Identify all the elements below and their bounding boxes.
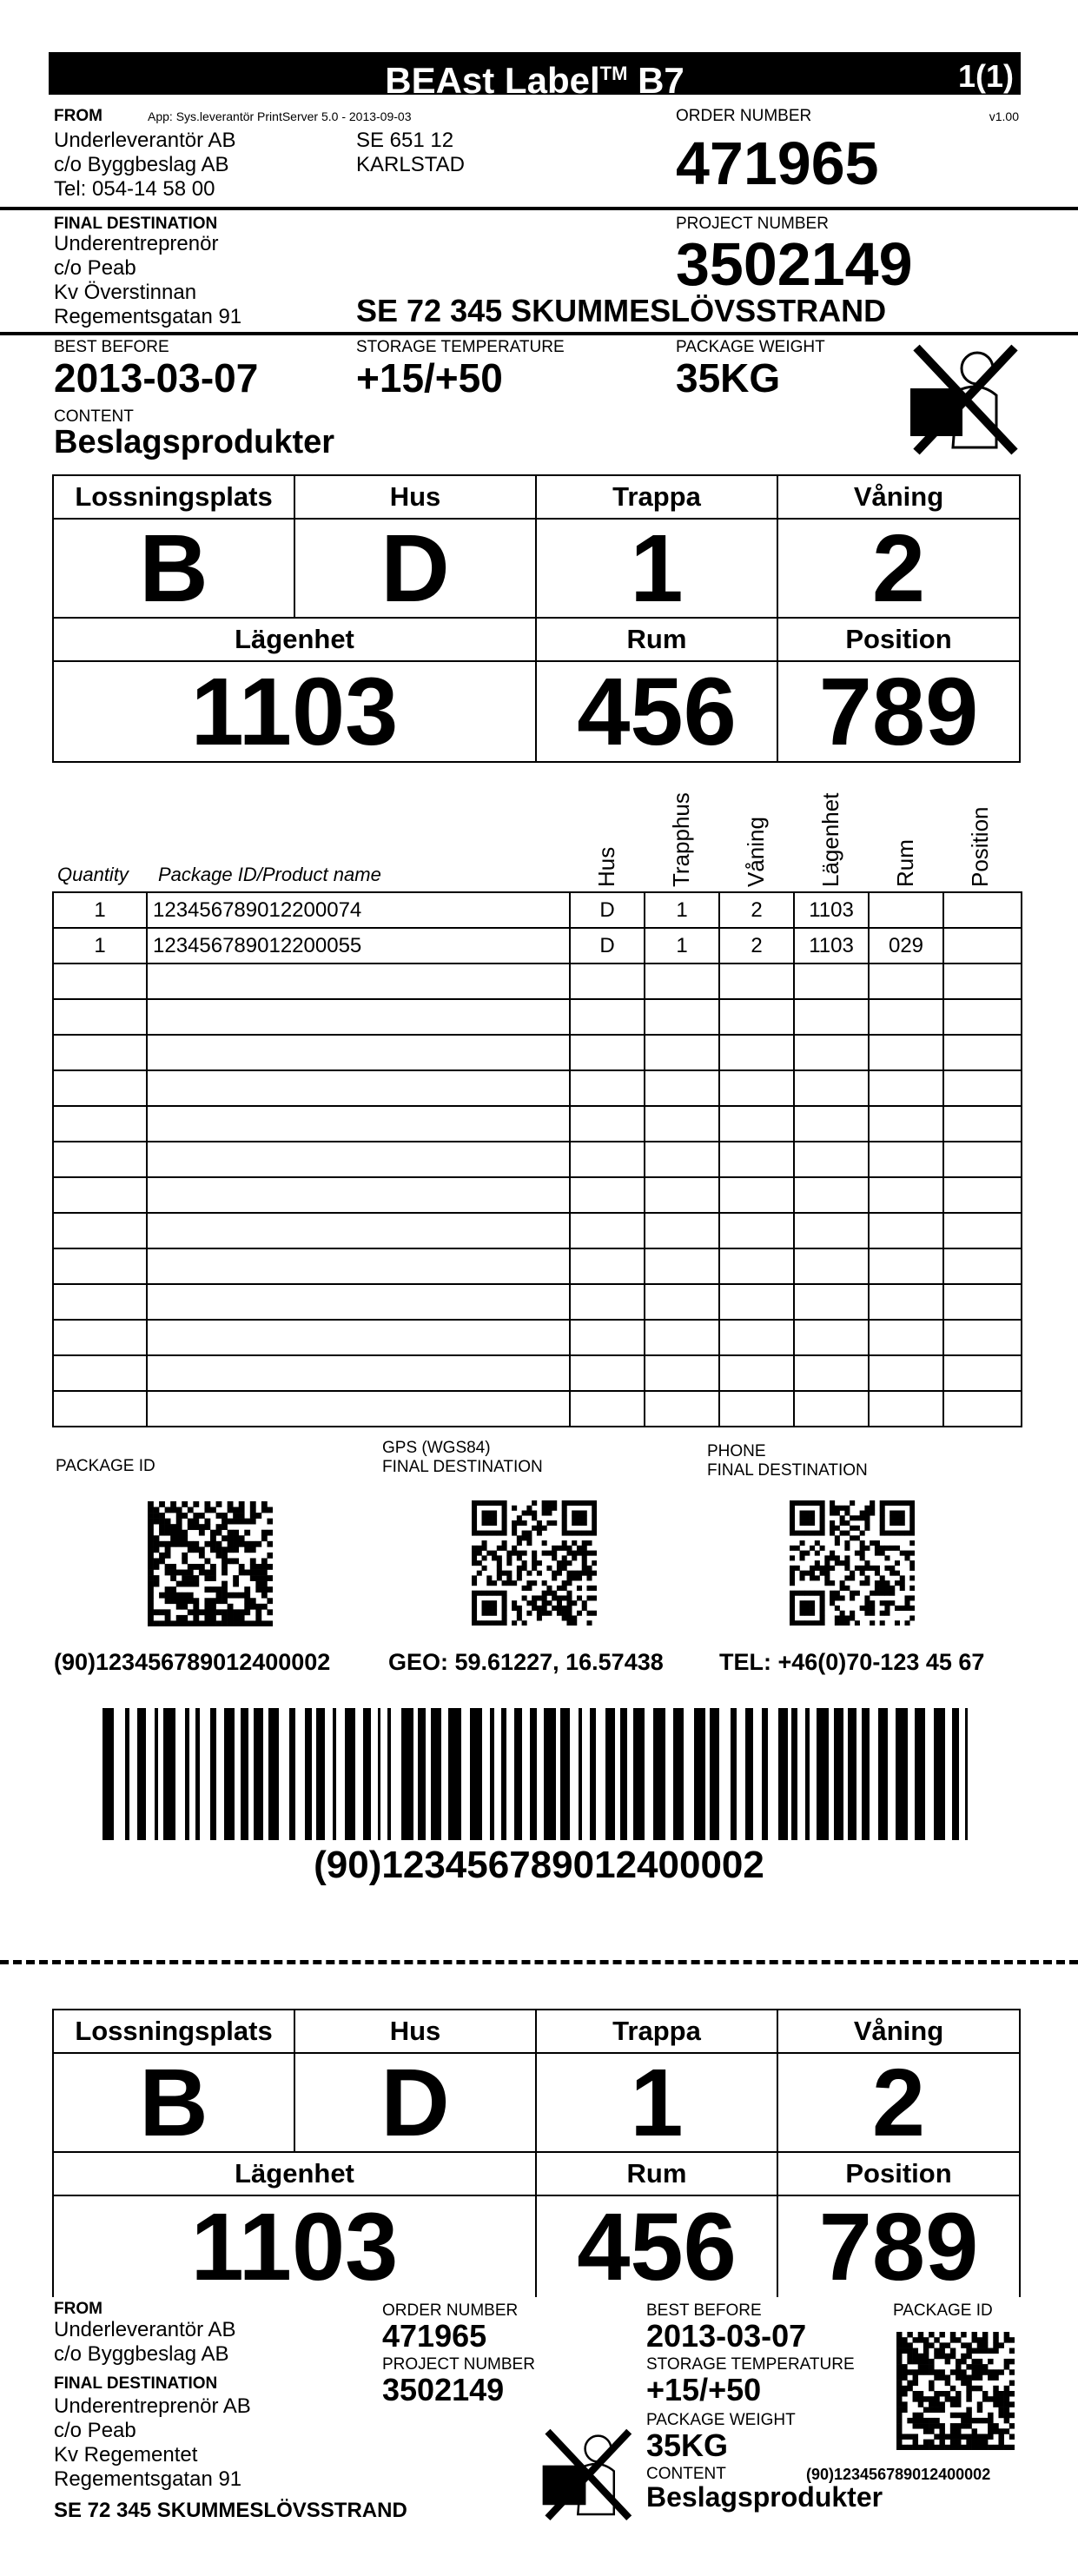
barcode-text: (90)123456789012400002 [314, 1844, 764, 1886]
barcode-bar [605, 1708, 615, 1840]
table-cell [794, 1070, 869, 1106]
storage-label: STORAGE TEMPERATURE [356, 338, 565, 356]
app-info: App: Sys.leverantör PrintServer 5.0 - 2013-09-03 [148, 109, 412, 123]
divider [0, 332, 1078, 335]
storage-value: +15/+50 [356, 355, 503, 401]
header-bar [49, 52, 1021, 101]
loc-value-vaning: 2 [777, 518, 1021, 619]
table-cell [570, 1355, 645, 1391]
col-package: Package ID/Product name [158, 864, 381, 885]
barcode-bar [387, 1708, 391, 1840]
table-cell [869, 892, 943, 928]
table-cell [147, 1035, 570, 1070]
table-cell [943, 892, 1022, 928]
table-row [53, 1391, 1022, 1427]
table-cell [719, 1284, 794, 1320]
table-cell [719, 1142, 794, 1177]
geo-text: GEO: 59.61227, 16.57438 [388, 1649, 664, 1675]
barcode-bar [155, 1708, 158, 1840]
table-cell [794, 1284, 869, 1320]
barcode-bar [952, 1708, 959, 1840]
content-value: Beslagsprodukter [54, 424, 335, 460]
table-cell [645, 964, 719, 999]
barcode-bar [305, 1708, 312, 1840]
loc-value-lagenhet: 1103 [52, 660, 537, 763]
table-cell [645, 999, 719, 1035]
stub-datamatrix [896, 2332, 1015, 2450]
stub-order: 471965 [382, 2318, 487, 2354]
barcode-bar [762, 1708, 768, 1840]
table-cell: 2 [719, 928, 794, 964]
table-cell [645, 1355, 719, 1391]
table-cell [943, 1391, 1022, 1427]
col-lagenhet: Lägenhet [817, 792, 843, 887]
table-cell [645, 1320, 719, 1355]
table-cell [869, 1391, 943, 1427]
table-row [53, 1035, 1022, 1070]
stub-project: 3502149 [382, 2372, 505, 2407]
barcode-bar [241, 1708, 248, 1840]
table-cell [53, 1035, 147, 1070]
table-cell [147, 1248, 570, 1284]
from-label: FROM [54, 107, 103, 125]
table-cell [794, 1035, 869, 1070]
table-cell: 1 [645, 928, 719, 964]
col-quantity: Quantity [57, 864, 129, 885]
col-hus: Hus [593, 846, 619, 887]
table-cell [869, 1106, 943, 1142]
table-cell [570, 1213, 645, 1248]
table-cell [719, 1320, 794, 1355]
barcode-bar [103, 1708, 114, 1840]
table-cell [53, 1213, 147, 1248]
stub-pkg-label: PACKAGE ID [893, 2301, 993, 2320]
stub-value-lagenhet: 1103 [52, 2195, 537, 2297]
best-before-label: BEST BEFORE [54, 338, 169, 356]
barcode-bar [514, 1708, 522, 1840]
table-cell [147, 1284, 570, 1320]
barcode-bar [378, 1708, 380, 1840]
barcode-bar [418, 1708, 426, 1840]
final-dest-label: FINAL DESTINATION [54, 215, 218, 233]
stub-order-label: ORDER NUMBER [382, 2301, 519, 2320]
table-cell [570, 999, 645, 1035]
table-cell [869, 1320, 943, 1355]
barcode-bar [544, 1708, 556, 1840]
table-cell [645, 1070, 719, 1106]
table-cell [794, 1355, 869, 1391]
table-row [53, 1106, 1022, 1142]
barcode-bar [965, 1708, 968, 1840]
table-cell [869, 1248, 943, 1284]
loc-value-rum: 456 [535, 660, 778, 763]
table-cell [719, 1355, 794, 1391]
table-cell [719, 964, 794, 999]
barcode-bar [633, 1708, 645, 1840]
stub-pkg-text: (90)123456789012400002 [806, 2466, 991, 2483]
table-cell [943, 1106, 1022, 1142]
table-cell [869, 1355, 943, 1391]
table-cell [794, 964, 869, 999]
table-cell [570, 964, 645, 999]
barcode-bar [401, 1708, 413, 1840]
barcode-bar [501, 1708, 506, 1840]
table-cell [794, 999, 869, 1035]
loc-header-position: Position [777, 617, 1021, 662]
barcode-bar [163, 1708, 175, 1840]
order-label: ORDER NUMBER [676, 107, 812, 125]
table-cell [719, 1177, 794, 1213]
table-cell [943, 928, 1022, 964]
table-cell [869, 1035, 943, 1070]
table-cell [570, 1320, 645, 1355]
barcode-bar [653, 1708, 665, 1840]
barcode-bar [530, 1708, 537, 1840]
stub-header-rum: Rum [535, 2151, 778, 2196]
table-cell [719, 1391, 794, 1427]
stub-weight-label: PACKAGE WEIGHT [646, 2411, 796, 2429]
table-cell [53, 999, 147, 1035]
table-row [53, 1248, 1022, 1284]
table-cell [53, 1391, 147, 1427]
table-row [53, 1177, 1022, 1213]
best-before-value: 2013-03-07 [54, 355, 259, 401]
table-cell [147, 1391, 570, 1427]
package-id-label: PACKAGE ID [56, 1457, 155, 1475]
table-cell [719, 999, 794, 1035]
barcode [103, 1708, 980, 1840]
table-cell [943, 1142, 1022, 1177]
barcode-bar [333, 1708, 336, 1840]
barcode-bar [805, 1708, 810, 1840]
table-row [53, 1213, 1022, 1248]
stub-header-position: Position [777, 2151, 1021, 2196]
table-cell: 1 [53, 928, 147, 964]
stub-storage-label: STORAGE TEMPERATURE [646, 2355, 855, 2374]
stub-content-label: CONTENT [646, 2465, 726, 2483]
loc-header-rum: Rum [535, 617, 778, 662]
barcode-bar [470, 1708, 482, 1840]
barcode-bar [862, 1708, 870, 1840]
table-cell: 123456789012200074 [147, 892, 570, 928]
table-cell [53, 1142, 147, 1177]
table-cell [147, 1213, 570, 1248]
stub-header-trappa: Trappa [535, 2009, 778, 2054]
barcode-bar [710, 1708, 719, 1840]
table-cell: 1103 [794, 892, 869, 928]
table-cell [147, 964, 570, 999]
stub-project-label: PROJECT NUMBER [382, 2355, 535, 2374]
barcode-bar [363, 1708, 371, 1840]
no-manual-handling-icon [903, 341, 1021, 458]
barcode-bar [316, 1708, 325, 1840]
stub-content: Beslagsprodukter [646, 2481, 883, 2513]
package-id-text: (90)123456789012400002 [54, 1649, 331, 1675]
qr-code-phone [790, 1500, 915, 1626]
barcode-bar [431, 1708, 441, 1840]
table-cell [943, 1177, 1022, 1213]
table-cell [53, 964, 147, 999]
table-cell [794, 1177, 869, 1213]
stub-from-address: Underleverantör AB c/o Byggbeslag AB [54, 2318, 236, 2366]
barcode-bar [560, 1708, 570, 1840]
table-cell [869, 1284, 943, 1320]
loc-header-lossningsplats: Lossningsplats [52, 474, 295, 520]
table-cell [53, 1177, 147, 1213]
table-cell [719, 1070, 794, 1106]
stub-best: 2013-03-07 [646, 2318, 807, 2354]
table-cell [570, 1142, 645, 1177]
stub-storage: +15/+50 [646, 2372, 762, 2407]
stub-header-lagenhet: Lägenhet [52, 2151, 537, 2196]
table-cell [53, 1355, 147, 1391]
cut-line [0, 1960, 1078, 1964]
stub-header-vaning: Våning [777, 2009, 1021, 2054]
barcode-bar [125, 1708, 129, 1840]
stub-value-hus: D [294, 2052, 537, 2153]
table-cell [943, 1248, 1022, 1284]
stub-no-manual-handling-icon [537, 2426, 634, 2523]
from-postal: SE 651 12 KARLSTAD [356, 129, 465, 176]
barcode-bar [185, 1708, 189, 1840]
loc-header-vaning: Våning [777, 474, 1021, 520]
table-row [53, 1320, 1022, 1355]
loc-header-lagenhet: Lägenhet [52, 617, 537, 662]
barcode-bar [915, 1708, 925, 1840]
table-cell [645, 1177, 719, 1213]
table-cell [147, 1320, 570, 1355]
stub-value-position: 789 [777, 2195, 1021, 2297]
table-cell [943, 1284, 1022, 1320]
barcode-bar [878, 1708, 888, 1840]
table-cell: D [570, 892, 645, 928]
table-cell [147, 1177, 570, 1213]
stub-value-vaning: 2 [777, 2052, 1021, 2153]
table-cell: 1103 [794, 928, 869, 964]
qr-code-gps [472, 1500, 597, 1626]
table-cell: 2 [719, 892, 794, 928]
loc-header-hus: Hus [294, 474, 537, 520]
final-dest-address: Underentreprenör c/o Peab Kv Överstinnan Regementsgatan 91 [54, 232, 242, 328]
barcode-bar [817, 1708, 829, 1840]
datamatrix-package-id [148, 1501, 273, 1626]
from-address: Underleverantör AB c/o Byggbeslag AB Tel: 054-14 58 00 [54, 129, 236, 201]
gps-label: GPS (WGS84) FINAL DESTINATION [382, 1439, 543, 1476]
stub-value-lossningsplats: B [52, 2052, 295, 2153]
table-cell [943, 1213, 1022, 1248]
table-cell [147, 1106, 570, 1142]
table-cell [869, 964, 943, 999]
table-cell [147, 1070, 570, 1106]
table-cell [147, 1355, 570, 1391]
table-cell [53, 1070, 147, 1106]
table-cell [570, 1106, 645, 1142]
table-cell: D [570, 928, 645, 964]
barcode-bar [289, 1708, 295, 1840]
version: v1.00 [989, 109, 1019, 123]
barcode-bar [778, 1708, 788, 1840]
barcode-bar [254, 1708, 263, 1840]
stub-weight: 35KG [646, 2427, 729, 2463]
tel-text: TEL: +46(0)70-123 45 67 [719, 1649, 985, 1675]
col-rum: Rum [892, 839, 918, 887]
order-number: 471965 [676, 129, 879, 197]
table-cell [794, 1320, 869, 1355]
table-cell [943, 1320, 1022, 1355]
table-cell [794, 1106, 869, 1142]
loc-value-trappa: 1 [535, 518, 778, 619]
table-cell [869, 1177, 943, 1213]
barcode-bar [791, 1708, 797, 1840]
phone-label: PHONE FINAL DESTINATION [707, 1442, 868, 1480]
table-cell [645, 1284, 719, 1320]
barcode-bar [448, 1708, 461, 1840]
table-cell [869, 1213, 943, 1248]
table-cell [943, 964, 1022, 999]
items-table [52, 891, 1022, 1427]
table-cell [794, 1142, 869, 1177]
barcode-bar [195, 1708, 200, 1840]
table-cell [570, 1248, 645, 1284]
table-row [53, 1070, 1022, 1106]
table-row [53, 1284, 1022, 1320]
barcode-bar [896, 1708, 908, 1840]
barcode-bar [579, 1708, 582, 1840]
stub-final-address: Underentreprenör AB c/o Peab Kv Regementet Regementsgatan 91 [54, 2394, 251, 2491]
table-cell [570, 1070, 645, 1106]
table-cell [794, 1248, 869, 1284]
stub-final-postal: SE 72 345 SKUMMESLÖVSSTRAND [54, 2499, 407, 2522]
table-cell: 029 [869, 928, 943, 964]
table-cell [943, 1070, 1022, 1106]
loc-header-trappa: Trappa [535, 474, 778, 520]
barcode-bar [934, 1708, 945, 1840]
barcode-bar [620, 1708, 627, 1840]
barcode-bar [731, 1708, 737, 1840]
table-cell [570, 1035, 645, 1070]
table-row [53, 964, 1022, 999]
barcode-bar [673, 1708, 684, 1840]
loc-value-position: 789 [777, 660, 1021, 763]
table-cell [645, 1035, 719, 1070]
weight-label: PACKAGE WEIGHT [676, 338, 825, 356]
project-number: 3502149 [676, 230, 913, 298]
table-cell [645, 1213, 719, 1248]
stub-final-label: FINAL DESTINATION [54, 2374, 218, 2393]
project-label: PROJECT NUMBER [676, 215, 829, 233]
table-row [53, 892, 1022, 928]
stub-best-label: BEST BEFORE [646, 2301, 762, 2320]
divider [0, 207, 1078, 210]
stub-value-trappa: 1 [535, 2052, 778, 2153]
stub-header-hus: Hus [294, 2009, 537, 2054]
table-cell [53, 1320, 147, 1355]
table-cell [719, 1106, 794, 1142]
table-cell [645, 1248, 719, 1284]
final-postal: SE 72 345 SKUMMESLÖVSSTRAND [356, 293, 887, 328]
barcode-bar [694, 1708, 705, 1840]
table-row [53, 1355, 1022, 1391]
table-cell [53, 1248, 147, 1284]
barcode-bar [345, 1708, 355, 1840]
label-title: BEAst Label™ B7 [385, 60, 684, 101]
table-cell [53, 1106, 147, 1142]
table-row [53, 1142, 1022, 1177]
loc-value-hus: D [294, 518, 537, 619]
barcode-bar [210, 1708, 216, 1840]
table-cell [869, 1070, 943, 1106]
barcode-bar [268, 1708, 279, 1840]
table-cell [719, 1248, 794, 1284]
table-cell [943, 1035, 1022, 1070]
table-cell [570, 1177, 645, 1213]
barcode-bar [745, 1708, 753, 1840]
table-cell [943, 999, 1022, 1035]
table-cell [645, 1391, 719, 1427]
barcode-bar [834, 1708, 843, 1840]
table-cell [869, 1142, 943, 1177]
table-cell: 1 [645, 892, 719, 928]
table-cell [645, 1142, 719, 1177]
table-cell [147, 1142, 570, 1177]
table-cell [794, 1213, 869, 1248]
table-cell: 123456789012200055 [147, 928, 570, 964]
barcode-bar [848, 1708, 856, 1840]
table-row [53, 928, 1022, 964]
weight-value: 35KG [676, 355, 781, 401]
table-cell [869, 999, 943, 1035]
table-cell: 1 [53, 892, 147, 928]
table-cell [570, 1391, 645, 1427]
barcode-bar [490, 1708, 494, 1840]
table-row [53, 999, 1022, 1035]
barcode-bar [137, 1708, 146, 1840]
table-cell [147, 999, 570, 1035]
content-label: CONTENT [54, 407, 134, 426]
table-cell [53, 1284, 147, 1320]
table-cell [645, 1106, 719, 1142]
table-cell [719, 1213, 794, 1248]
barcode-bar [224, 1708, 235, 1840]
stub-header-lossningsplats: Lossningsplats [52, 2009, 295, 2054]
barcode-bar [590, 1708, 596, 1840]
loc-value-lossningsplats: B [52, 518, 295, 619]
stub-value-rum: 456 [535, 2195, 778, 2297]
stub-from-label: FROM [54, 2300, 103, 2318]
table-cell [943, 1355, 1022, 1391]
table-cell [794, 1391, 869, 1427]
table-cell [719, 1035, 794, 1070]
table-cell [570, 1284, 645, 1320]
col-vaning: Våning [743, 817, 769, 887]
col-trapphus: Trapphus [668, 792, 694, 887]
page-count: 1(1) [957, 58, 1014, 94]
col-position: Position [967, 806, 993, 887]
